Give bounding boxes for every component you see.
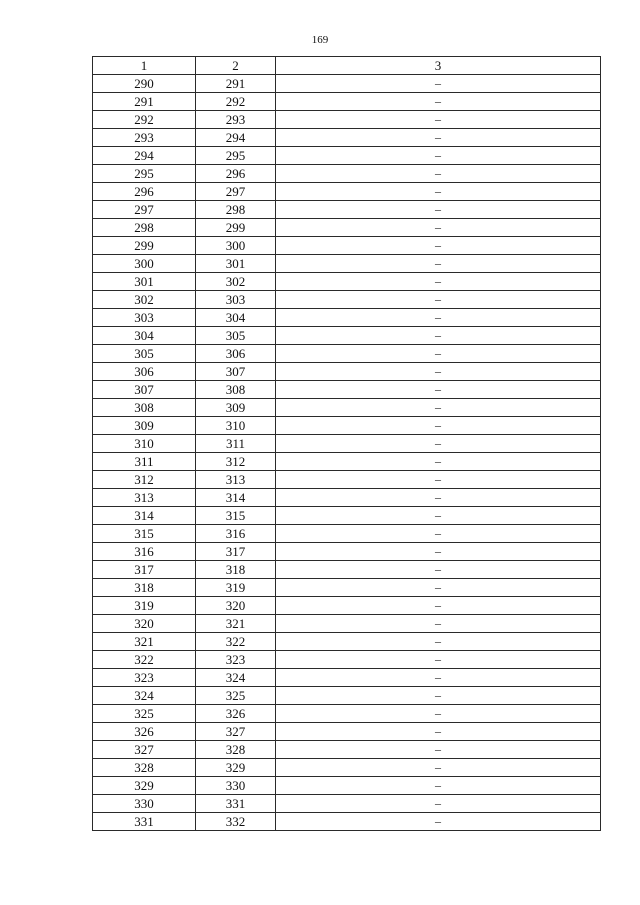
cell-col-2: 314 — [196, 489, 276, 507]
cell-col-2: 301 — [196, 255, 276, 273]
cell-col-1: 323 — [93, 669, 196, 687]
cell-col-1: 330 — [93, 795, 196, 813]
cell-col-1: 310 — [93, 435, 196, 453]
table-row — [93, 399, 601, 417]
cell-col-3: – — [276, 489, 601, 507]
cell-col-2: 329 — [196, 759, 276, 777]
cell-col-2: 309 — [196, 399, 276, 417]
cell-col-3: – — [276, 327, 601, 345]
cell-col-1: 298 — [93, 219, 196, 237]
cell-col-1: 296 — [93, 183, 196, 201]
table-row — [93, 543, 601, 561]
table-row — [93, 723, 601, 741]
cell-col-1: 320 — [93, 615, 196, 633]
cell-col-3: – — [276, 417, 601, 435]
table-row — [93, 741, 601, 759]
cell-col-3: – — [276, 687, 601, 705]
header-row — [93, 57, 601, 75]
cell-col-3: – — [276, 273, 601, 291]
table-row — [93, 93, 601, 111]
cell-col-3: – — [276, 651, 601, 669]
cell-col-2: 313 — [196, 471, 276, 489]
table-row — [93, 525, 601, 543]
cell-col-1: 312 — [93, 471, 196, 489]
table-row — [93, 291, 601, 309]
table-row — [93, 273, 601, 291]
cell-col-2: 308 — [196, 381, 276, 399]
table-row — [93, 381, 601, 399]
table-row — [93, 705, 601, 723]
cell-col-3: – — [276, 165, 601, 183]
cell-col-2: 293 — [196, 111, 276, 129]
table-row — [93, 201, 601, 219]
cell-col-3: – — [276, 147, 601, 165]
cell-col-3: – — [276, 435, 601, 453]
cell-col-1: 299 — [93, 237, 196, 255]
cell-col-2: 302 — [196, 273, 276, 291]
cell-col-1: 295 — [93, 165, 196, 183]
cell-col-3: – — [276, 363, 601, 381]
cell-col-2: 299 — [196, 219, 276, 237]
cell-col-3: – — [276, 633, 601, 651]
cell-col-2: 320 — [196, 597, 276, 615]
cell-col-2: 326 — [196, 705, 276, 723]
cell-col-3: – — [276, 345, 601, 363]
cell-col-3: – — [276, 453, 601, 471]
cell-col-2: 324 — [196, 669, 276, 687]
cell-col-3: – — [276, 381, 601, 399]
cell-col-1: 331 — [93, 813, 196, 831]
table-row — [93, 615, 601, 633]
cell-col-2: 317 — [196, 543, 276, 561]
cell-col-3: – — [276, 777, 601, 795]
cell-col-1: 300 — [93, 255, 196, 273]
table-row — [93, 75, 601, 93]
cell-col-2: 305 — [196, 327, 276, 345]
cell-col-3: – — [276, 219, 601, 237]
table-row — [93, 309, 601, 327]
cell-col-2: 310 — [196, 417, 276, 435]
table-row — [93, 237, 601, 255]
cell-col-1: 319 — [93, 597, 196, 615]
table-row — [93, 363, 601, 381]
cell-col-1: 328 — [93, 759, 196, 777]
cell-col-3: – — [276, 597, 601, 615]
column-header-1: 1 — [93, 57, 196, 75]
table-row — [93, 813, 601, 831]
cell-col-2: 330 — [196, 777, 276, 795]
table-row — [93, 669, 601, 687]
cell-col-2: 296 — [196, 165, 276, 183]
cell-col-3: – — [276, 615, 601, 633]
cell-col-1: 306 — [93, 363, 196, 381]
cell-col-2: 304 — [196, 309, 276, 327]
cell-col-3: – — [276, 795, 601, 813]
cell-col-1: 325 — [93, 705, 196, 723]
table-row — [93, 165, 601, 183]
cell-col-1: 311 — [93, 453, 196, 471]
table-row — [93, 777, 601, 795]
cell-col-3: – — [276, 111, 601, 129]
cell-col-1: 322 — [93, 651, 196, 669]
cell-col-2: 332 — [196, 813, 276, 831]
cell-col-1: 304 — [93, 327, 196, 345]
table-row — [93, 507, 601, 525]
cell-col-1: 326 — [93, 723, 196, 741]
cell-col-3: – — [276, 723, 601, 741]
cell-col-1: 301 — [93, 273, 196, 291]
table-row — [93, 183, 601, 201]
cell-col-1: 305 — [93, 345, 196, 363]
cell-col-3: – — [276, 255, 601, 273]
table-row — [93, 489, 601, 507]
cell-col-2: 311 — [196, 435, 276, 453]
cell-col-3: – — [276, 705, 601, 723]
table-row — [93, 597, 601, 615]
cell-col-2: 315 — [196, 507, 276, 525]
table-row — [93, 147, 601, 165]
cell-col-3: – — [276, 669, 601, 687]
cell-col-3: – — [276, 741, 601, 759]
table-row — [93, 417, 601, 435]
cell-col-3: – — [276, 813, 601, 831]
cell-col-1: 318 — [93, 579, 196, 597]
cell-col-1: 292 — [93, 111, 196, 129]
cell-col-2: 321 — [196, 615, 276, 633]
cell-col-1: 303 — [93, 309, 196, 327]
table-row — [93, 219, 601, 237]
table-row — [93, 651, 601, 669]
cell-col-2: 297 — [196, 183, 276, 201]
table-row — [93, 759, 601, 777]
cell-col-1: 324 — [93, 687, 196, 705]
cell-col-2: 298 — [196, 201, 276, 219]
cell-col-2: 312 — [196, 453, 276, 471]
cell-col-1: 313 — [93, 489, 196, 507]
cell-col-2: 291 — [196, 75, 276, 93]
table-header — [93, 57, 601, 75]
table-row — [93, 579, 601, 597]
cell-col-2: 300 — [196, 237, 276, 255]
cell-col-1: 290 — [93, 75, 196, 93]
table-row — [93, 561, 601, 579]
table-row — [93, 327, 601, 345]
cell-col-2: 306 — [196, 345, 276, 363]
table-row — [93, 471, 601, 489]
cell-col-3: – — [276, 579, 601, 597]
cell-col-3: – — [276, 471, 601, 489]
cell-col-2: 307 — [196, 363, 276, 381]
cell-col-2: 294 — [196, 129, 276, 147]
cell-col-3: – — [276, 759, 601, 777]
cell-col-1: 291 — [93, 93, 196, 111]
table-row — [93, 345, 601, 363]
cell-col-1: 308 — [93, 399, 196, 417]
cell-col-2: 319 — [196, 579, 276, 597]
cell-col-3: – — [276, 561, 601, 579]
cell-col-2: 318 — [196, 561, 276, 579]
table-row — [93, 255, 601, 273]
cell-col-3: – — [276, 543, 601, 561]
cell-col-2: 327 — [196, 723, 276, 741]
cell-col-3: – — [276, 75, 601, 93]
column-header-3: 3 — [276, 57, 601, 75]
cell-col-3: – — [276, 399, 601, 417]
cell-col-1: 307 — [93, 381, 196, 399]
data-table — [92, 56, 601, 831]
cell-col-3: – — [276, 93, 601, 111]
cell-col-1: 321 — [93, 633, 196, 651]
cell-col-1: 302 — [93, 291, 196, 309]
cell-col-2: 316 — [196, 525, 276, 543]
cell-col-2: 323 — [196, 651, 276, 669]
cell-col-2: 325 — [196, 687, 276, 705]
cell-col-3: – — [276, 201, 601, 219]
cell-col-2: 292 — [196, 93, 276, 111]
table-row — [93, 129, 601, 147]
cell-col-1: 315 — [93, 525, 196, 543]
cell-col-3: – — [276, 507, 601, 525]
cell-col-2: 303 — [196, 291, 276, 309]
page-number: 169 — [311, 34, 329, 46]
cell-col-1: 329 — [93, 777, 196, 795]
cell-col-1: 293 — [93, 129, 196, 147]
column-header-2: 2 — [196, 57, 276, 75]
cell-col-1: 317 — [93, 561, 196, 579]
cell-col-3: – — [276, 183, 601, 201]
table-row — [93, 633, 601, 651]
table-row — [93, 687, 601, 705]
table-row — [93, 111, 601, 129]
cell-col-3: – — [276, 291, 601, 309]
cell-col-1: 309 — [93, 417, 196, 435]
cell-col-1: 316 — [93, 543, 196, 561]
cell-col-3: – — [276, 525, 601, 543]
cell-col-2: 331 — [196, 795, 276, 813]
cell-col-1: 297 — [93, 201, 196, 219]
cell-col-2: 328 — [196, 741, 276, 759]
table-row — [93, 453, 601, 471]
cell-col-3: – — [276, 309, 601, 327]
cell-col-3: – — [276, 237, 601, 255]
cell-col-1: 314 — [93, 507, 196, 525]
cell-col-1: 294 — [93, 147, 196, 165]
table-body — [93, 75, 601, 831]
cell-col-1: 327 — [93, 741, 196, 759]
table-row — [93, 795, 601, 813]
cell-col-2: 295 — [196, 147, 276, 165]
cell-col-3: – — [276, 129, 601, 147]
cell-col-2: 322 — [196, 633, 276, 651]
table-row — [93, 435, 601, 453]
